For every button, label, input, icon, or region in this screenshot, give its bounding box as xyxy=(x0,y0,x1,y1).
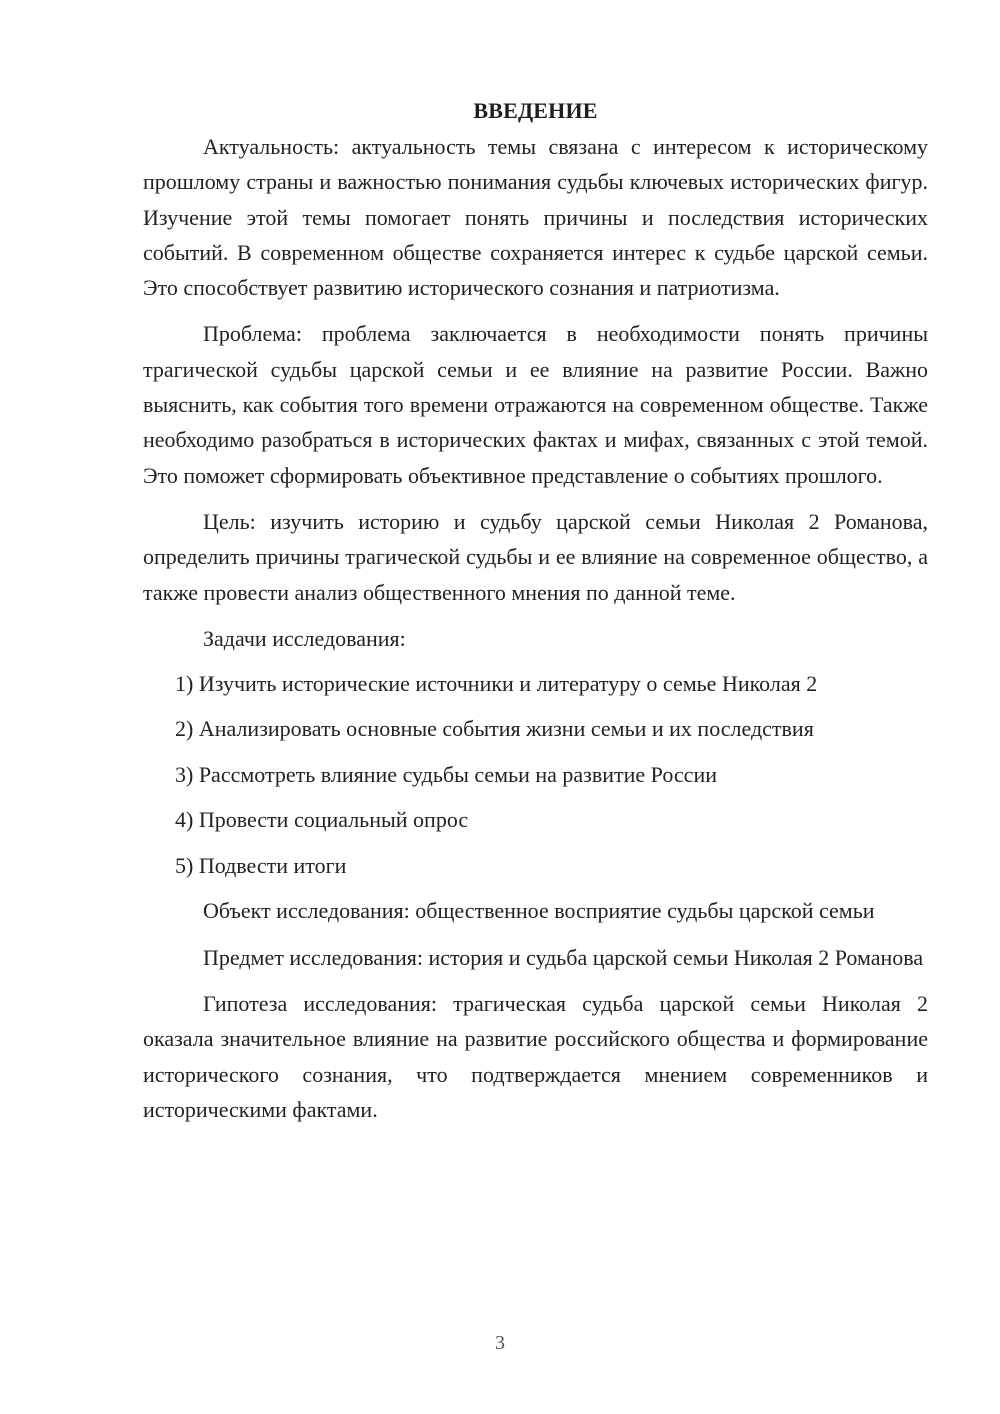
tasks-heading: Задачи исследования: xyxy=(203,625,406,651)
relevance-paragraph: Актуальность: актуальность темы связана с интересом к историческому прошлому страны и важностью понимания судьбы ключевых исторических фигур. Изучение этой темы помогает понять причины и последствия исторических событий. В современном обществе сохраняется интерес к судьбе царской семьи. Это способствует развитию исторического сознания и патриотизма. xyxy=(143,134,928,301)
page-number: 3 xyxy=(495,1332,505,1354)
task-item: 2) Анализировать основные события жизни семьи и их последствия xyxy=(175,716,814,742)
problem-paragraph: Проблема: проблема заключается в необходимости понять причины трагической судьбы царской семьи и ее влияние на развитие России. Важно выяснить, как события того времени отражаются на современном обществе. Также необходимо разобраться в исторических фактах и мифах, связанных с этой темой. Это поможет сформировать объективное представление о событиях прошлого. xyxy=(143,321,928,488)
hypothesis-paragraph: Гипотеза исследования: трагическая судьба царской семьи Николая 2 оказала значительное влияние на развитие российского общества и формирование исторического сознания, что подтверждается мнением современников и историческими фактами. xyxy=(143,990,928,1122)
task-item: 4) Провести социальный опрос xyxy=(175,807,469,833)
task-item: 3) Рассмотреть влияние судьбы семьи на развитие России xyxy=(175,761,717,787)
goal-paragraph: Цель: изучить историю и судьбу царской семьи Николая 2 Романова, определить причины трагической судьбы и ее влияние на современное общество, а также провести анализ общественного мнения по данной теме. xyxy=(143,508,928,605)
subject-paragraph: Предмет исследования: история и судьба царской семьи Николая 2 Романова xyxy=(203,944,924,970)
task-item: 5) Подвести итоги xyxy=(175,852,347,878)
tasks-list xyxy=(143,666,928,883)
object-paragraph: Объект исследования: общественное восприятие судьбы царской семьи xyxy=(203,898,875,924)
section-title: ВВЕДЕНИЕ xyxy=(473,98,598,123)
task-item: 1) Изучить исторические источники и литературу о семье Николая 2 xyxy=(175,670,818,696)
